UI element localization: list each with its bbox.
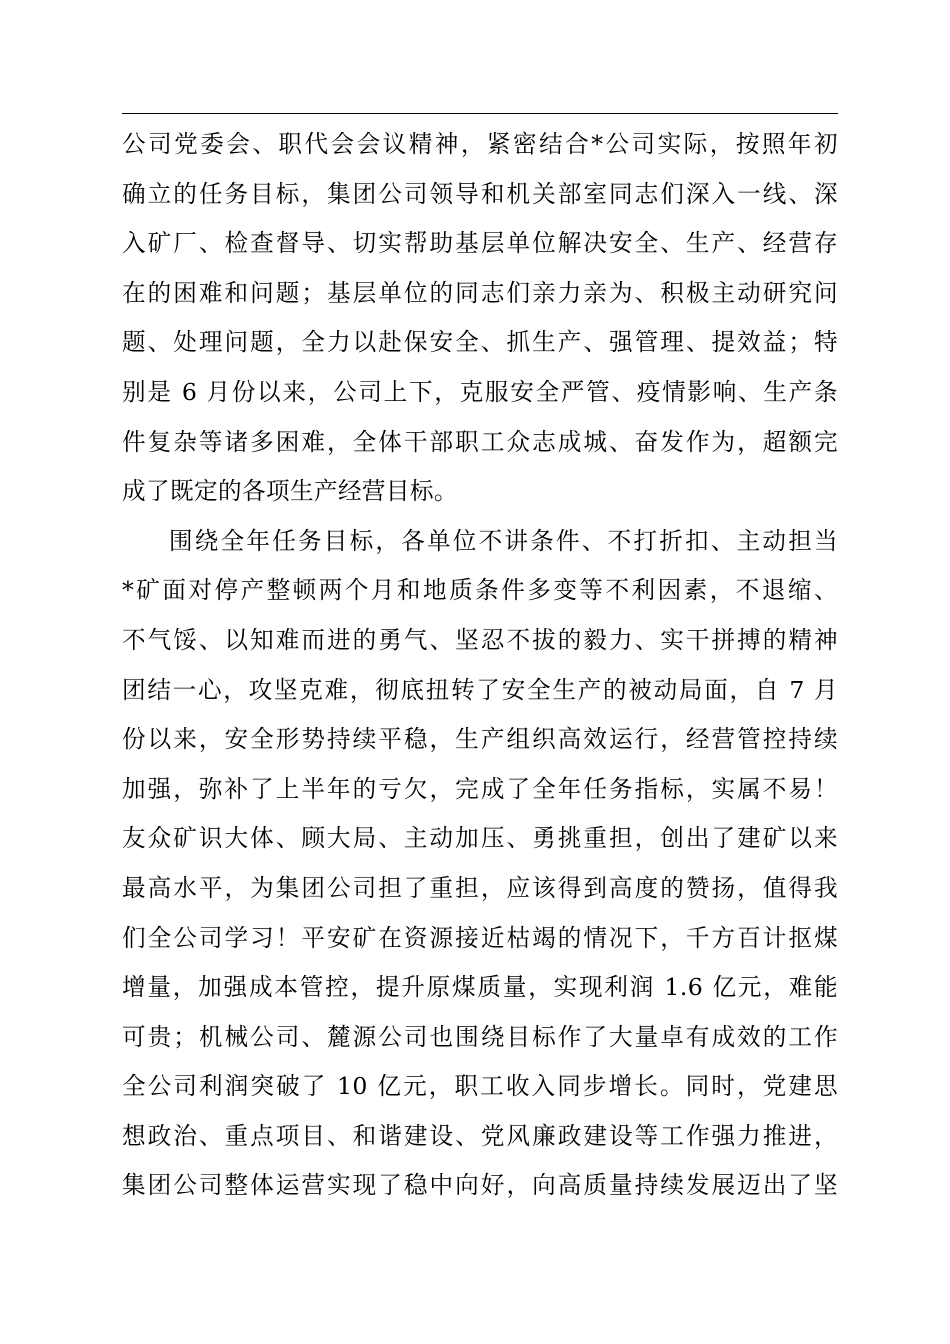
text-line: 团结一心，攻坚克难，彻底扭转了安全生产的被动局面，自 7 月 [122, 675, 838, 704]
text-line: 们全公司学习！平安矿在资源接近枯竭的情况下，千方百计抠煤 [122, 923, 838, 952]
text-line: *矿面对停产整顿两个月和地质条件多变等不利因素，不退缩、 [122, 576, 838, 605]
text-line: 确立的任务目标，集团公司领导和机关部室同志们深入一线、深 [122, 179, 838, 208]
text-line: 增量，加强成本管控，提升原煤质量，实现利润 1.6 亿元，难能 [122, 973, 838, 1002]
text-line: 份以来，安全形势持续平稳，生产组织高效运行，经营管控持续 [122, 725, 838, 754]
header-divider [122, 113, 838, 114]
text-line: 想政治、重点项目、和谐建设、党风廉政建设等工作强力推进， [122, 1121, 838, 1150]
text-line: 公司党委会、职代会会议精神，紧密结合*公司实际，按照年初 [122, 130, 838, 158]
text-line: 别是 6 月份以来，公司上下，克服安全严管、疫情影响、生产条 [122, 377, 838, 406]
text-line: 入矿厂、检查督导、切实帮助基层单位解决安全、生产、经营存 [122, 229, 838, 258]
text-line: 加强，弥补了上半年的亏欠，完成了全年任务指标，实属不易！ [122, 774, 838, 803]
text-line: 在的困难和问题；基层单位的同志们亲力亲为、积极主动研究问 [122, 278, 838, 307]
paragraph-start-line: 围绕全年任务目标，各单位不讲条件、不打折扣、主动担当 [169, 526, 838, 555]
text-line: 成了既定的各项生产经营目标。 [122, 477, 458, 506]
text-line: 件复杂等诸多困难，全体干部职工众志成城、奋发作为，超额完 [122, 427, 838, 456]
text-line: 全公司利润突破了 10 亿元，职工收入同步增长。同时，党建思 [122, 1072, 838, 1101]
text-line: 不气馁、以知难而进的勇气、坚忍不拔的毅力、实干拼搏的精神 [122, 625, 838, 654]
text-line: 题、处理问题，全力以赴保安全、抓生产、强管理、提效益；特 [122, 328, 838, 357]
text-line: 可贵；机械公司、麓源公司也围绕目标作了大量卓有成效的工作 [122, 1022, 838, 1051]
text-line: 集团公司整体运营实现了稳中向好，向高质量持续发展迈出了坚 [122, 1171, 838, 1200]
body-text [122, 120, 838, 1211]
text-line: 友众矿识大体、顾大局、主动加压、勇挑重担，创出了建矿以来 [122, 824, 838, 853]
text-line: 最高水平，为集团公司担了重担，应该得到高度的赞扬，值得我 [122, 873, 838, 902]
